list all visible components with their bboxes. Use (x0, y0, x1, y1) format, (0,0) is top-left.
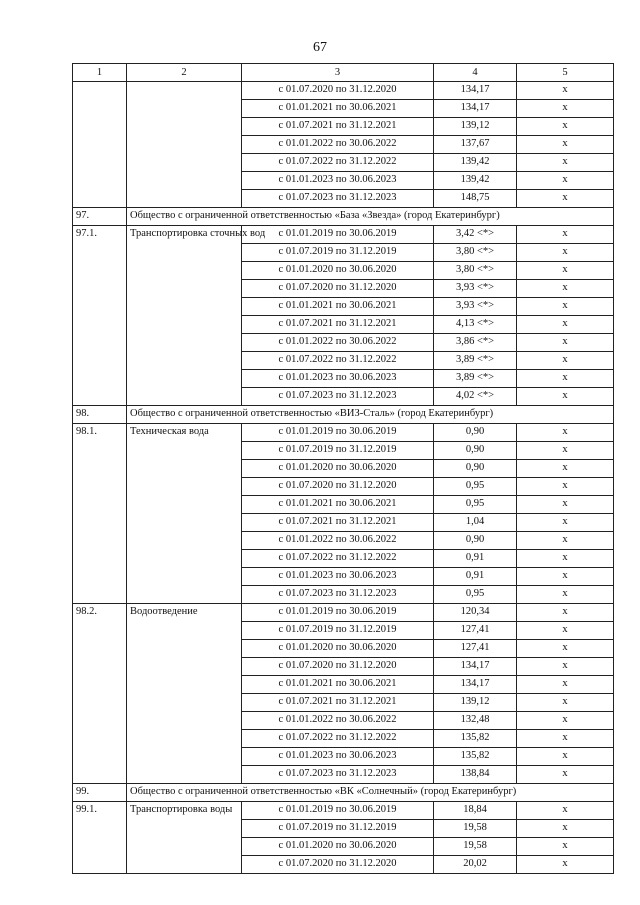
tariff-value-cell: 3,80 <*> (434, 262, 517, 280)
period-cell: с 01.07.2020 по 31.12.2020 (242, 82, 434, 100)
period-cell: с 01.01.2022 по 30.06.2022 (242, 532, 434, 550)
period-cell: с 01.07.2019 по 31.12.2019 (242, 244, 434, 262)
tariff-value-cell: 139,12 (434, 694, 517, 712)
organization-row (73, 406, 614, 424)
period-cell: с 01.01.2020 по 30.06.2020 (242, 262, 434, 280)
tariff-value-cell: 139,12 (434, 118, 517, 136)
period-cell: с 01.01.2021 по 30.06.2021 (242, 676, 434, 694)
tariff-value-cell: 0,91 (434, 568, 517, 586)
mark-cell: х (517, 712, 614, 730)
tariff-value-cell: 0,95 (434, 478, 517, 496)
tariff-value-cell: 0,95 (434, 586, 517, 604)
service-name: Водоотведение (127, 604, 242, 784)
period-cell: с 01.01.2022 по 30.06.2022 (242, 334, 434, 352)
tariff-value-cell: 0,95 (434, 496, 517, 514)
period-cell: с 01.07.2022 по 31.12.2022 (242, 550, 434, 568)
mark-cell: х (517, 550, 614, 568)
mark-cell: х (517, 136, 614, 154)
tariff-value-cell: 3,80 <*> (434, 244, 517, 262)
mark-cell: х (517, 100, 614, 118)
tariff-row (73, 604, 614, 622)
period-cell: с 01.01.2021 по 30.06.2021 (242, 100, 434, 118)
mark-cell: х (517, 298, 614, 316)
mark-cell: х (517, 334, 614, 352)
mark-cell: х (517, 82, 614, 100)
page-number: 67 (313, 40, 327, 55)
tariff-value-cell: 4,02 <*> (434, 388, 517, 406)
period-cell: с 01.07.2022 по 31.12.2022 (242, 730, 434, 748)
tariff-value-cell: 134,17 (434, 676, 517, 694)
mark-cell: х (517, 460, 614, 478)
organization-name: Общество с ограниченной ответственностью «ВК «Солнечный» (город Екатеринбург) (127, 784, 614, 802)
period-cell: с 01.07.2022 по 31.12.2022 (242, 352, 434, 370)
mark-cell: х (517, 766, 614, 784)
mark-cell: х (517, 676, 614, 694)
tariff-value-cell: 19,58 (434, 820, 517, 838)
mark-cell: х (517, 622, 614, 640)
column-number-5: 5 (517, 64, 614, 82)
tariff-value-cell: 135,82 (434, 748, 517, 766)
service-number: 98.1. (73, 424, 127, 604)
period-cell: с 01.07.2021 по 31.12.2021 (242, 694, 434, 712)
service-number: 98.2. (73, 604, 127, 784)
organization-number: 98. (73, 406, 127, 424)
mark-cell: х (517, 244, 614, 262)
period-cell: с 01.07.2019 по 31.12.2019 (242, 820, 434, 838)
mark-cell: х (517, 514, 614, 532)
mark-cell: х (517, 748, 614, 766)
period-cell: с 01.07.2021 по 31.12.2021 (242, 118, 434, 136)
column-number-3: 3 (242, 64, 434, 82)
period-cell: с 01.01.2019 по 30.06.2019 (242, 604, 434, 622)
tariff-value-cell: 132,48 (434, 712, 517, 730)
tariff-value-cell: 3,86 <*> (434, 334, 517, 352)
column-number-4: 4 (434, 64, 517, 82)
tariff-row (73, 802, 614, 820)
period-cell: с 01.01.2023 по 30.06.2023 (242, 370, 434, 388)
period-cell: с 01.01.2020 по 30.06.2020 (242, 838, 434, 856)
tariff-value-cell: 134,17 (434, 82, 517, 100)
service-number (73, 82, 127, 208)
period-cell: с 01.07.2023 по 31.12.2023 (242, 190, 434, 208)
mark-cell: х (517, 586, 614, 604)
tariff-value-cell: 134,17 (434, 658, 517, 676)
tariff-row (73, 424, 614, 442)
tariff-value-cell: 0,90 (434, 442, 517, 460)
tariff-table (72, 63, 614, 874)
period-cell: с 01.01.2021 по 30.06.2021 (242, 496, 434, 514)
period-cell: с 01.07.2021 по 31.12.2021 (242, 514, 434, 532)
organization-row (73, 208, 614, 226)
service-number: 97.1. (73, 226, 127, 406)
mark-cell: х (517, 388, 614, 406)
period-cell: с 01.07.2022 по 31.12.2022 (242, 154, 434, 172)
service-name: Транспортировка воды (127, 802, 242, 874)
tariff-value-cell: 3,42 <*> (434, 226, 517, 244)
mark-cell: х (517, 694, 614, 712)
period-cell: с 01.07.2020 по 31.12.2020 (242, 658, 434, 676)
mark-cell: х (517, 640, 614, 658)
tariff-value-cell: 3,93 <*> (434, 280, 517, 298)
period-cell: с 01.01.2023 по 30.06.2023 (242, 172, 434, 190)
mark-cell: х (517, 424, 614, 442)
period-cell: с 01.07.2023 по 31.12.2023 (242, 388, 434, 406)
tariff-row (73, 82, 614, 100)
mark-cell: х (517, 802, 614, 820)
tariff-value-cell: 135,82 (434, 730, 517, 748)
tariff-value-cell: 3,89 <*> (434, 370, 517, 388)
period-cell: с 01.01.2020 по 30.06.2020 (242, 460, 434, 478)
tariff-value-cell: 127,41 (434, 640, 517, 658)
mark-cell: х (517, 190, 614, 208)
mark-cell: х (517, 316, 614, 334)
period-cell: с 01.01.2020 по 30.06.2020 (242, 640, 434, 658)
tariff-value-cell: 0,91 (434, 550, 517, 568)
tariff-value-cell: 137,67 (434, 136, 517, 154)
tariff-value-cell: 127,41 (434, 622, 517, 640)
organization-number: 99. (73, 784, 127, 802)
tariff-value-cell: 120,34 (434, 604, 517, 622)
table-body (73, 82, 614, 874)
mark-cell: х (517, 820, 614, 838)
period-cell: с 01.07.2019 по 31.12.2019 (242, 622, 434, 640)
period-cell: с 01.07.2020 по 31.12.2020 (242, 478, 434, 496)
organization-row (73, 784, 614, 802)
service-number: 99.1. (73, 802, 127, 874)
mark-cell: х (517, 730, 614, 748)
tariff-value-cell: 3,93 <*> (434, 298, 517, 316)
tariff-value-cell: 139,42 (434, 154, 517, 172)
mark-cell: х (517, 226, 614, 244)
mark-cell: х (517, 442, 614, 460)
period-cell: с 01.01.2023 по 30.06.2023 (242, 748, 434, 766)
tariff-value-cell: 0,90 (434, 424, 517, 442)
period-cell: с 01.01.2022 по 30.06.2022 (242, 136, 434, 154)
tariff-value-cell: 139,42 (434, 172, 517, 190)
mark-cell: х (517, 172, 614, 190)
tariff-value-cell: 0,90 (434, 532, 517, 550)
mark-cell: х (517, 154, 614, 172)
mark-cell: х (517, 478, 614, 496)
service-name: Техническая вода (127, 424, 242, 604)
tariff-row (73, 226, 614, 244)
tariff-value-cell: 148,75 (434, 190, 517, 208)
mark-cell: х (517, 658, 614, 676)
mark-cell: х (517, 532, 614, 550)
period-cell: с 01.01.2019 по 30.06.2019 (242, 424, 434, 442)
tariff-value-cell: 3,89 <*> (434, 352, 517, 370)
column-number-1: 1 (73, 64, 127, 82)
period-cell: с 01.01.2023 по 30.06.2023 (242, 568, 434, 586)
period-cell: с 01.07.2020 по 31.12.2020 (242, 856, 434, 874)
service-name: Транспортировка сточных вод (127, 226, 242, 406)
mark-cell: х (517, 352, 614, 370)
mark-cell: х (517, 280, 614, 298)
tariff-value-cell: 4,13 <*> (434, 316, 517, 334)
mark-cell: х (517, 568, 614, 586)
period-cell: с 01.07.2023 по 31.12.2023 (242, 586, 434, 604)
period-cell: с 01.07.2023 по 31.12.2023 (242, 766, 434, 784)
tariff-value-cell: 138,84 (434, 766, 517, 784)
column-number-row (73, 64, 614, 82)
organization-number: 97. (73, 208, 127, 226)
column-number-2: 2 (127, 64, 242, 82)
tariff-value-cell: 1,04 (434, 514, 517, 532)
mark-cell: х (517, 370, 614, 388)
mark-cell: х (517, 856, 614, 874)
organization-name: Общество с ограниченной ответственностью «База «Звезда» (город Екатеринбург) (127, 208, 614, 226)
mark-cell: х (517, 604, 614, 622)
tariff-value-cell: 20,02 (434, 856, 517, 874)
organization-name: Общество с ограниченной ответственностью «ВИЗ-Сталь» (город Екатеринбург) (127, 406, 614, 424)
period-cell: с 01.01.2019 по 30.06.2019 (242, 226, 434, 244)
tariff-value-cell: 134,17 (434, 100, 517, 118)
period-cell: с 01.07.2020 по 31.12.2020 (242, 280, 434, 298)
period-cell: с 01.01.2022 по 30.06.2022 (242, 712, 434, 730)
mark-cell: х (517, 118, 614, 136)
service-name (127, 82, 242, 208)
period-cell: с 01.01.2021 по 30.06.2021 (242, 298, 434, 316)
period-cell: с 01.01.2019 по 30.06.2019 (242, 802, 434, 820)
mark-cell: х (517, 838, 614, 856)
mark-cell: х (517, 262, 614, 280)
tariff-value-cell: 0,90 (434, 460, 517, 478)
period-cell: с 01.07.2021 по 31.12.2021 (242, 316, 434, 334)
period-cell: с 01.07.2019 по 31.12.2019 (242, 442, 434, 460)
mark-cell: х (517, 496, 614, 514)
tariff-value-cell: 19,58 (434, 838, 517, 856)
tariff-value-cell: 18,84 (434, 802, 517, 820)
